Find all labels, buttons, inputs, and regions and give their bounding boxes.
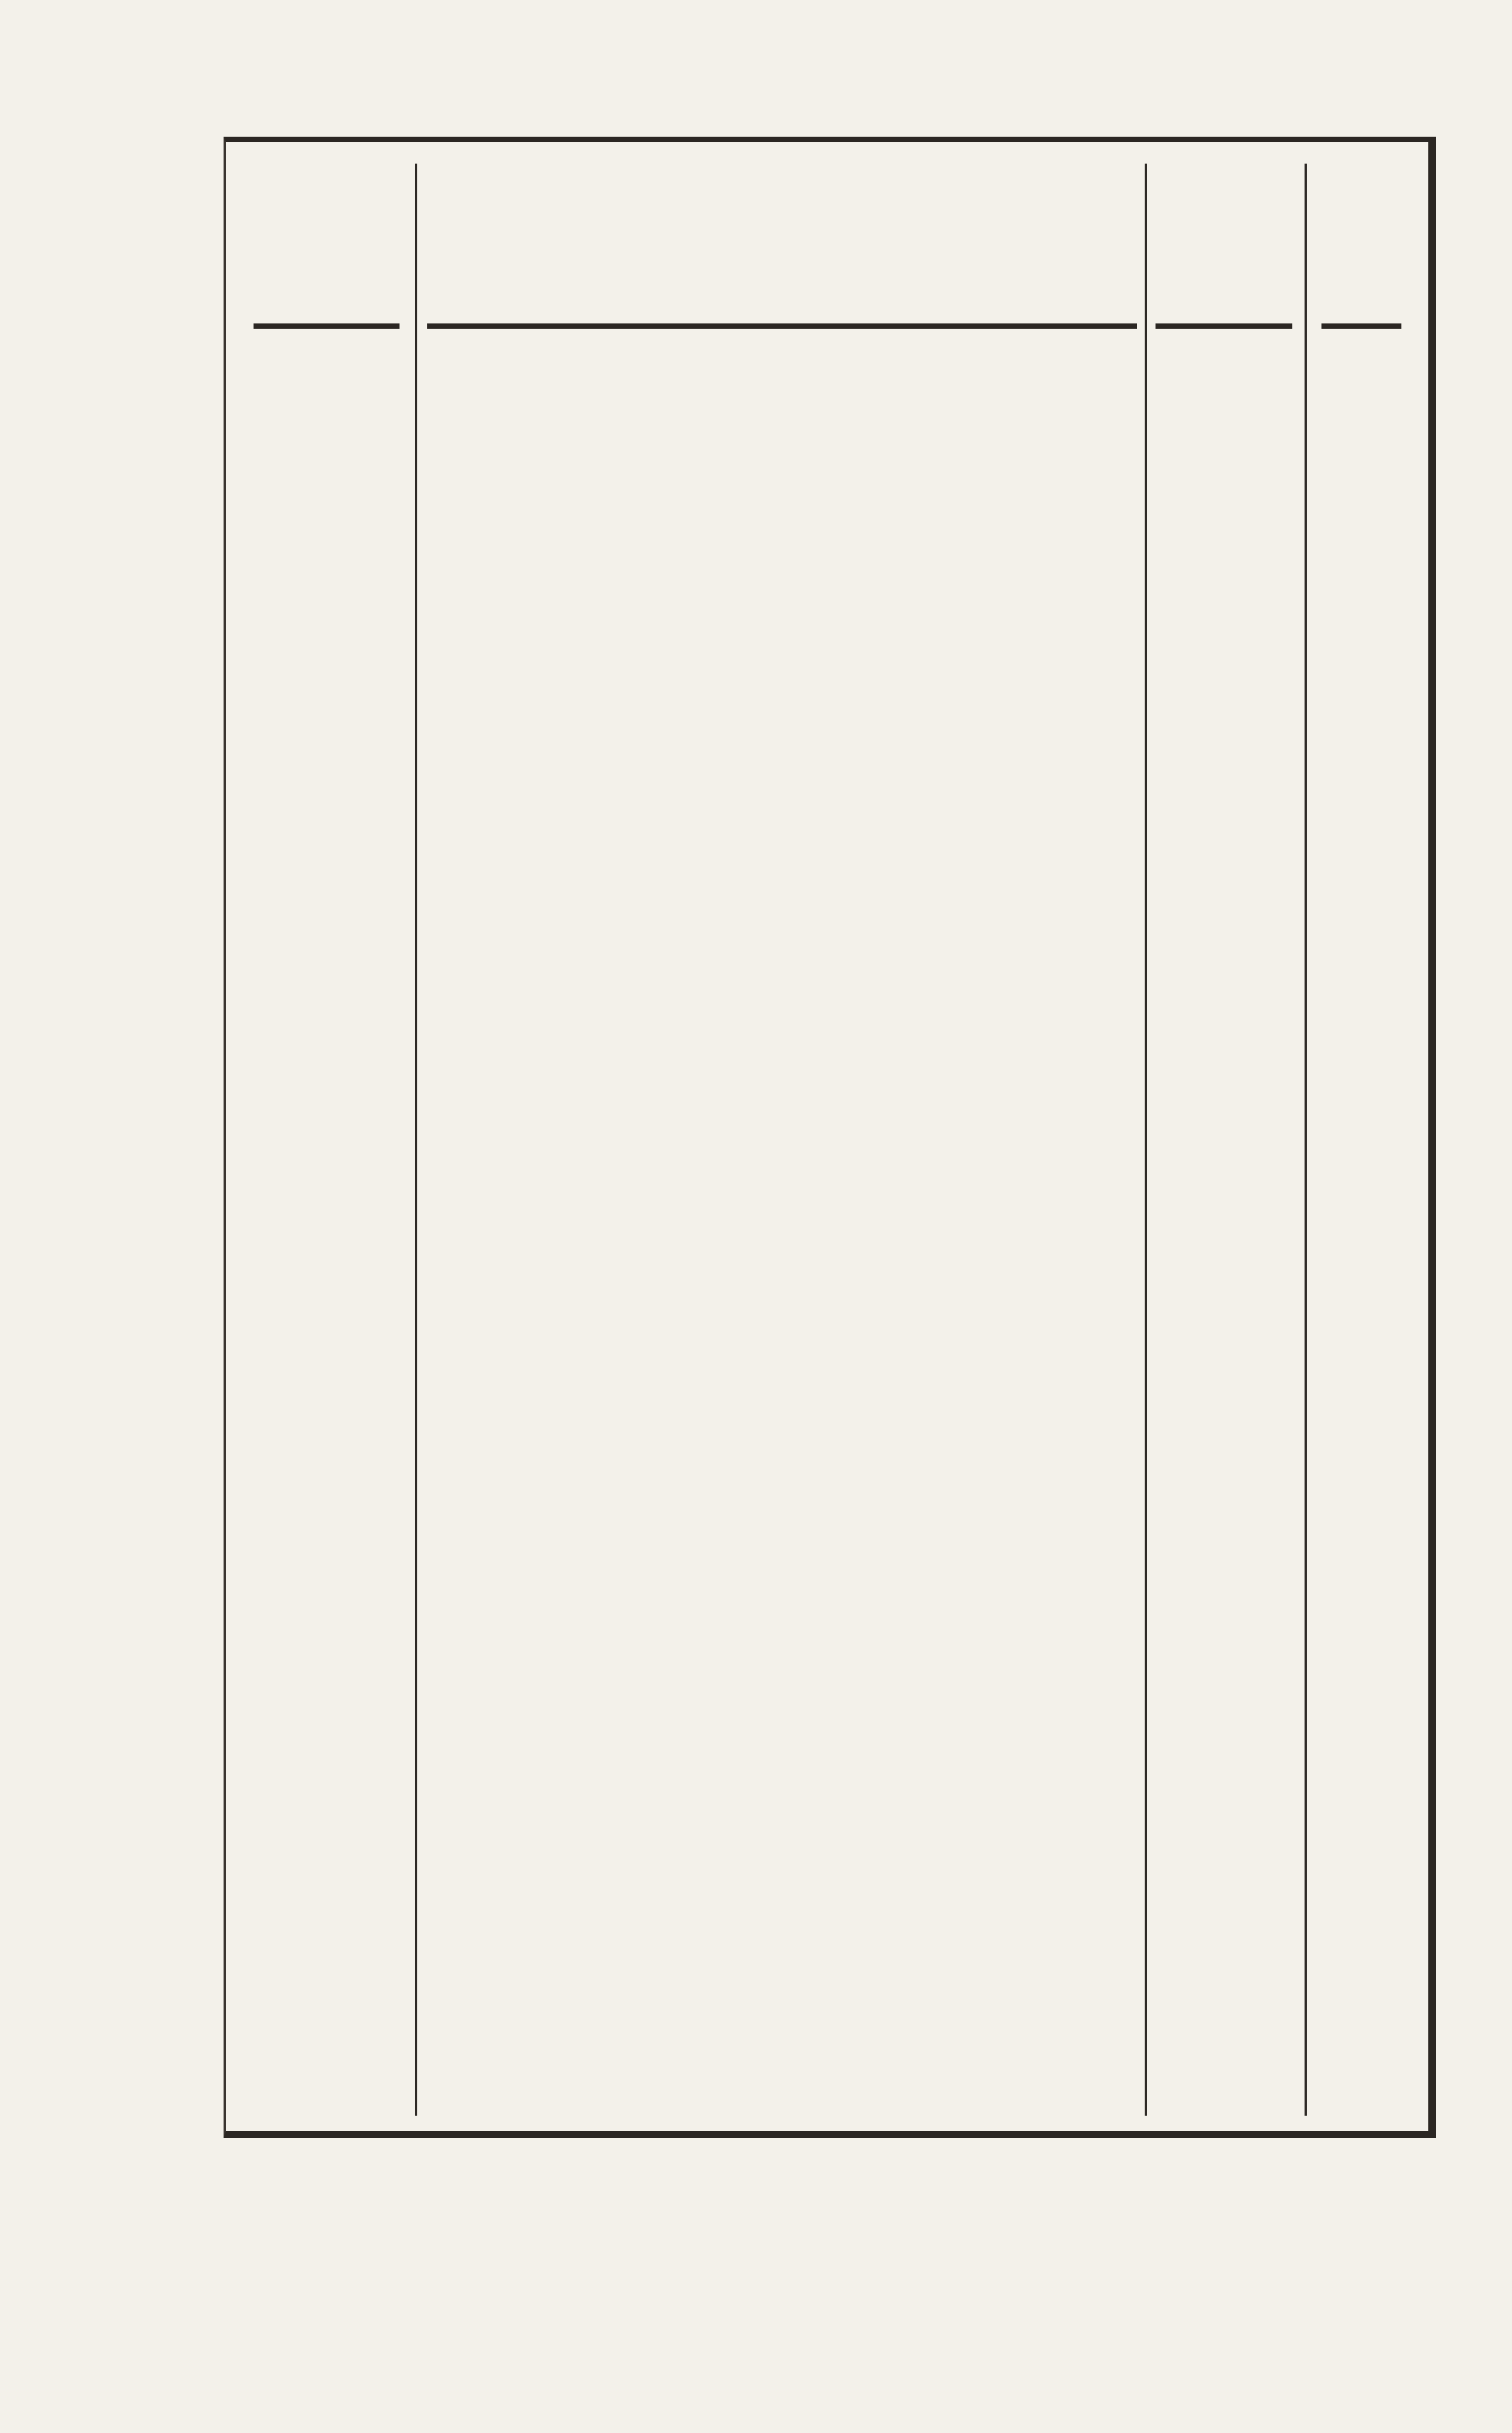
column-divider (415, 164, 417, 2116)
column-divider (1145, 164, 1147, 2116)
header-dates (241, 179, 410, 185)
header-rule (254, 323, 400, 329)
header-numeros (1145, 179, 1305, 185)
header-rule (1321, 323, 1401, 329)
column-divider (1305, 164, 1307, 2116)
header-rule (427, 323, 1137, 329)
index-table (224, 137, 1436, 2138)
header-rule (1156, 323, 1292, 329)
